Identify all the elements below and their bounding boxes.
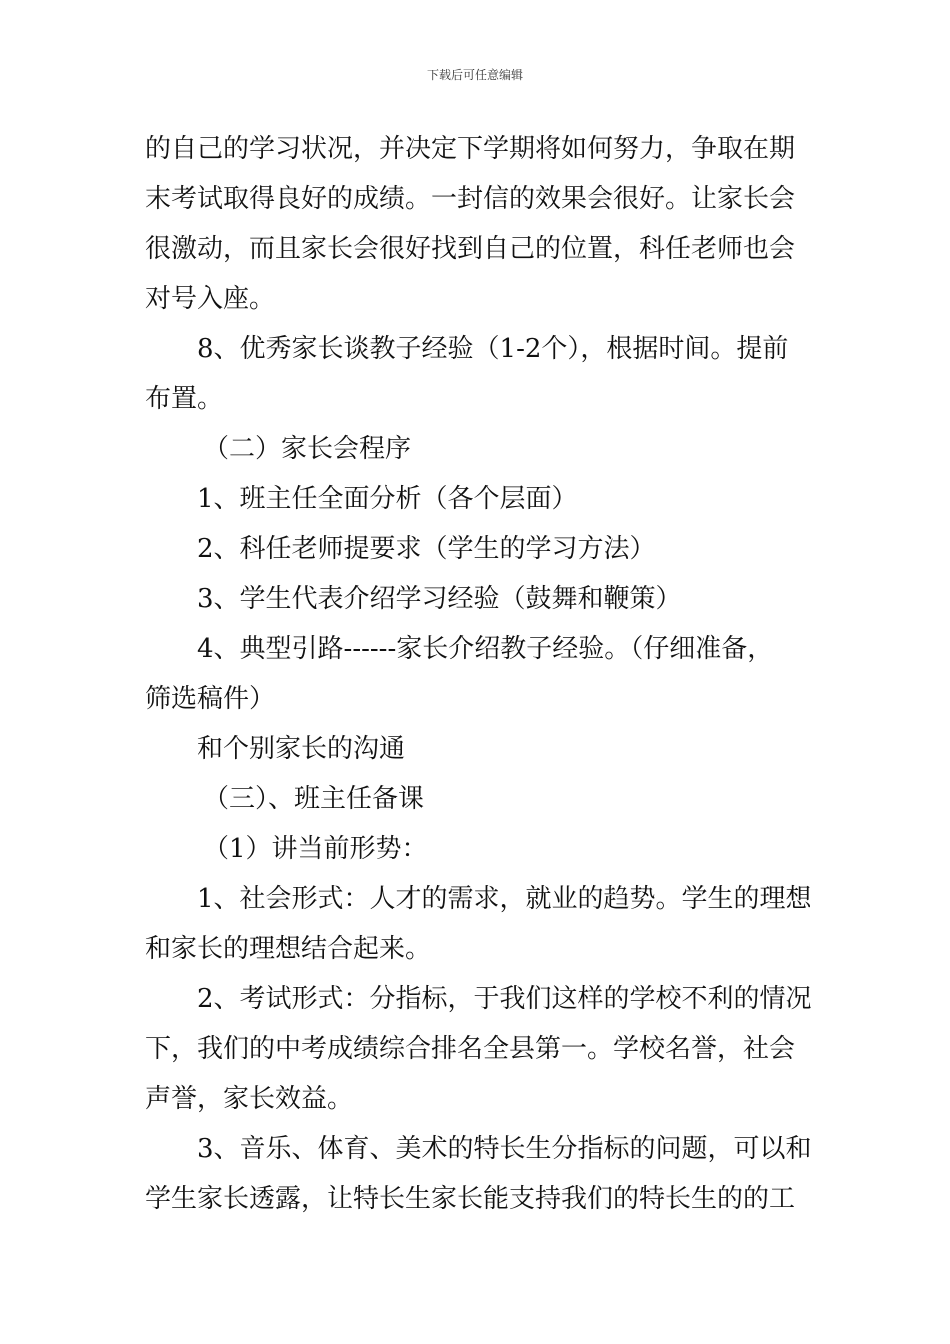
text-line-1: 的自己的学习状况，并决定下学期将如何努力，争取在期 (145, 134, 796, 164)
text-line-2: 末考试取得良好的成绩。一封信的效果会很好。让家长会 (145, 184, 796, 214)
document-body (145, 124, 810, 1224)
point-1: 1、社会形式：人才的需求，就业的趋势。学生的理想 (197, 884, 812, 914)
point-3: 3、音乐、体育、美术的特长生分指标的问题，可以和 (197, 1134, 812, 1164)
text-line-communication: 和个别家长的沟通 (197, 734, 406, 764)
point-1-cont: 和家长的理想结合起来。 (145, 934, 432, 964)
text-line-5: 8、优秀家长谈教子经验（1-2个），根据时间。提前 (197, 334, 789, 364)
list-item-2: 2、科任老师提要求（学生的学习方法） (197, 534, 656, 564)
point-2: 2、考试形式：分指标，于我们这样的学校不利的情况 (197, 984, 812, 1014)
text-line-4: 对号入座。 (145, 284, 276, 314)
subsection-heading-1: （1）讲当前形势： (203, 834, 428, 864)
list-item-1: 1、班主任全面分析（各个层面） (197, 484, 578, 514)
point-2-cont-2: 声誉，家长效益。 (145, 1084, 354, 1114)
list-item-4: 4、典型引路------家长介绍教子经验。（仔细准备， (197, 634, 774, 664)
point-3-cont: 学生家长透露，让特长生家长能支持我们的特长生的的工 (145, 1184, 796, 1214)
section-heading-2: （二）家长会程序 (203, 434, 412, 464)
list-item-4-cont: 筛选稿件） (145, 684, 276, 714)
text-line-6: 布置。 (145, 384, 224, 414)
list-item-3: 3、学生代表介绍学习经验（鼓舞和鞭策） (197, 584, 682, 614)
header-note: 下载后可任意编辑 (426, 68, 523, 82)
point-2-cont-1: 下，我们的中考成绩综合排名全县第一。学校名誉，社会 (145, 1034, 796, 1064)
section-heading-3: （三）、班主任备课 (203, 784, 425, 814)
text-line-3: 很激动，而且家长会很好找到自己的位置，科任老师也会 (145, 234, 796, 264)
